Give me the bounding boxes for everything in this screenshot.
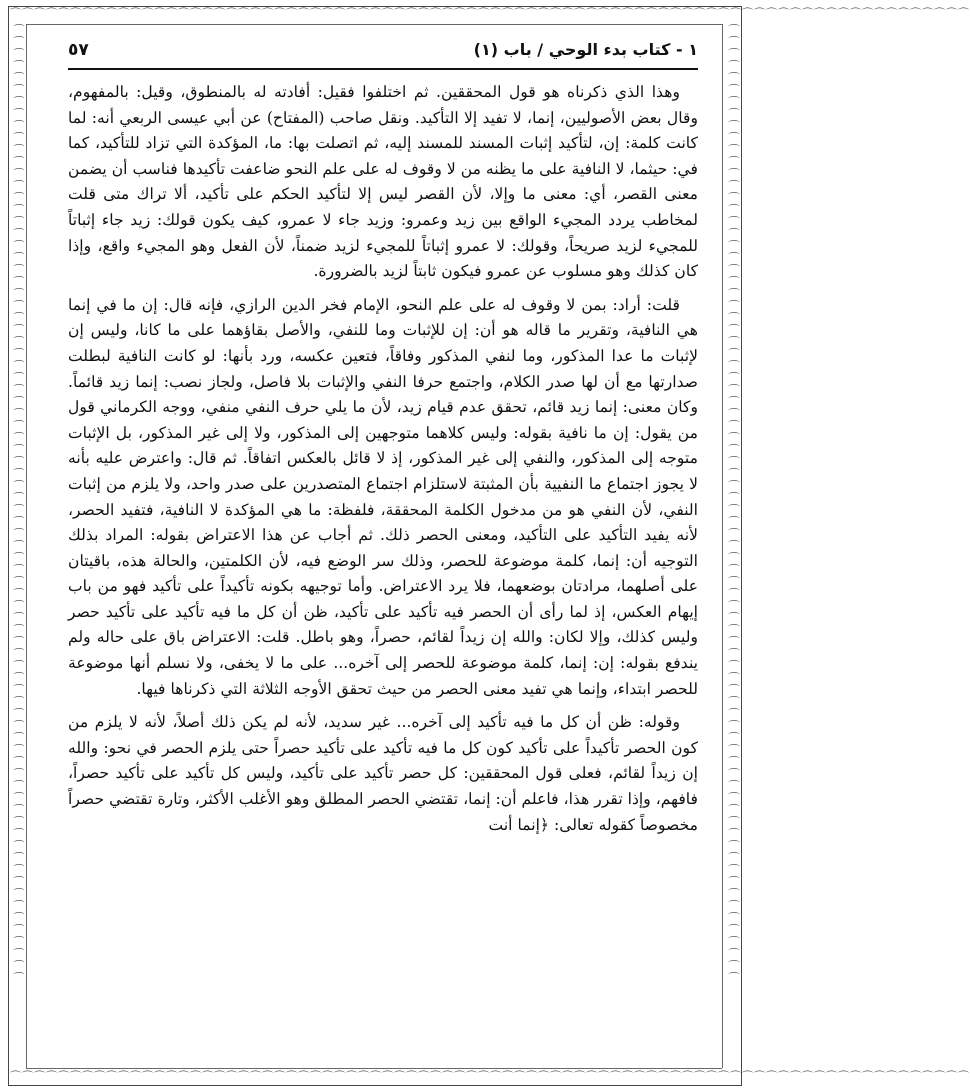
running-header xyxy=(68,36,698,68)
bottom-ornament-border: ⌒⌒⌒⌒⌒⌒⌒⌒⌒⌒⌒⌒⌒⌒⌒⌒⌒⌒⌒⌒⌒⌒⌒⌒⌒⌒⌒⌒⌒⌒⌒⌒⌒⌒⌒⌒⌒⌒⌒⌒⌒⌒⌒⌒⌒⌒⌒⌒⌒⌒⌒⌒⌒⌒⌒⌒⌒⌒⌒⌒⌒⌒⌒⌒⌒⌒⌒⌒⌒⌒⌒⌒⌒⌒⌒⌒⌒⌒⌒⌒ xyxy=(10,1070,970,1083)
inner-frame-left xyxy=(26,24,27,1068)
header-divider xyxy=(68,68,698,70)
top-ornament-border: ⌒⌒⌒⌒⌒⌒⌒⌒⌒⌒⌒⌒⌒⌒⌒⌒⌒⌒⌒⌒⌒⌒⌒⌒⌒⌒⌒⌒⌒⌒⌒⌒⌒⌒⌒⌒⌒⌒⌒⌒⌒⌒⌒⌒⌒⌒⌒⌒⌒⌒⌒⌒⌒⌒⌒⌒⌒⌒⌒⌒⌒⌒⌒⌒⌒⌒⌒⌒⌒⌒⌒⌒⌒⌒⌒⌒⌒⌒⌒⌒ xyxy=(10,7,970,20)
inner-frame-top xyxy=(26,24,722,25)
right-ornament-border: ⌒⌒⌒⌒⌒⌒⌒⌒⌒⌒⌒⌒⌒⌒⌒⌒⌒⌒⌒⌒⌒⌒⌒⌒⌒⌒⌒⌒⌒⌒⌒⌒⌒⌒⌒⌒⌒⌒⌒⌒⌒⌒⌒⌒⌒⌒⌒⌒⌒⌒⌒⌒⌒⌒⌒⌒⌒⌒⌒⌒⌒⌒⌒⌒⌒⌒⌒⌒⌒⌒⌒⌒⌒⌒⌒⌒⌒⌒⌒⌒ xyxy=(727,24,740,984)
page-number: ٥٧ xyxy=(68,40,89,60)
page-body xyxy=(68,80,698,1060)
paragraph-1: وهذا الذي ذكرناه هو قول المحققين. ثم اختلفوا فقيل: أفادته له بالمنطوق، وقيل: بالمفهوم، وقال بعض الأصوليين، إنما، لا تفيد إلا التأكيد. ونقل صاحب (المفتاح) عن أبي عيسى الربعي أنه: لما كانت كلمة: إن، لتأكيد إثبات المسند للمسند إليه، ثم اتصلت بها: ما، المؤكدة التي تزاد للتأكيد، كما في: حيثما، لا النافية على ما يظنه من لا وقوف له على علم النحو ضاعفت تأكيدها فناسب أن يضمن معنى القصر، أي: معنى ما وإلا، لأن القصر ليس إلا لتأكيد الحكم على تأكيد، ألا تراك متى قلت لمخاطب يردد المجيء الواقع بين زيد وعمرو: وزيد جاء لا عمرو، كيف يكون قولك: زيد جاء إثباتاً للمجيء لزيد صريحاً، وقولك: لا عمرو إثباتاً للمجيء لزيد ضمناً، لأن الفعل وهو المجيء واقع، وإذا كان كذلك وهو مسلوب عن عمرو فيكون ثابتاً لزيد بالضرورة. xyxy=(68,83,698,281)
inner-frame-right xyxy=(722,24,723,1068)
inner-frame-bottom xyxy=(26,1068,722,1069)
paragraph-3: وقوله: ظن أن كل ما فيه تأكيد إلى آخره... غير سديد، لأنه لم يكن ذلك أصلاً، لأنه لا يلزم من كون الحصر تأكيداً على تأكيد كون كل ما فيه تأكيد على تأكيد حصراً حتى يلزم الحصر في نحو: والله إن زيداً لقائم، فعلى قول المحققين: كل حصر تأكيد على تأكيد، وليس كل تأكيد على تأكيد حصراً، فافهم، وإذا تقرر هذا، فاعلم أن: إنما، تقتضي الحصر المطلق وهو الأغلب الأكثر، وتارة تقتضي حصراً مخصوصاً كقوله تعالى: ﴿إنما أنت xyxy=(68,713,698,834)
paragraph-2: قلت: أراد: بمن لا وقوف له على علم النحو، الإمام فخر الدين الرازي، فإنه قال: إن ما في إنما هي النافية، وتقرير ما قاله هو أن: إن للإثبات وما للنفي، والأصل بقاؤهما على ما كانا، وليس إن لإثبات ما عدا المذكور، وما لنفي المذكور وفاقاً، فتعين عكسه، ورد بأنها: لو كانت النافية لبطلت صدارتها مع أن لها صدر الكلام، واجتمع حرفا النفي والإثبات بلا فاصل، ولجاز نصب: إنما زيد قائماً. وكان معنى: إنما زيد قائم، تحقق عدم قيام زيد، لأن ما يلي حرف النفي منفي، ووجه الكرماني قول من يقول: إن ما نافية بقوله: وليس كلاهما متوجهين إلى المذكور، ولا إلى غير المذكور، بل الإثبات متوجه إلى المذكور، والنفي إلى غير المذكور، إذ لا قائل بالعكس اتفاقاً. ثم قال: واعترض عليه بأنه لا يجوز اجتماع ما النفيية بأن المثبتة لاستلزام اجتماع المتصدرين على صدر واحد، ولا يلزم من إثبات النفي، لأن النفي هو من مدخول الكلمة المحققة، فلفظة: ما هي المؤكدة لا النافية، فتفيد الحصر، لأنه يفيد التأكيد على التأكيد، ومعنى الحصر ذلك. ثم أجاب عن هذا الاعتراض بقوله: المراد بذلك التوجيه أن: إنما، كلمة موضوعة للحصر، وذلك سر الوضع فيه، لأن الكلمتين، والحالة هذه، باقيتان على أصلهما، مرادتان بوضعهما، فلا يرد الاعتراض. وأما توجيهه بكونه تأكيداً على تأكيد فهو من باب إيهام العكس، إذ لما رأى أن الحصر فيه تأكيد على تأكيد، ظن أن كل ما فيه تأكيد على تأكيد حصر وليس كذلك، وإلا لكان: والله إن زيداً لقائم، حصراً، وهو باطل. قلت: الاعتراض باق على حاله ولم يندفع بقوله: إن: إنما، كلمة موضوعة للحصر إلى آخره... على ما لا يخفى، ولا نسلم أنها موضوعة للحصر ابتداء، وإنما هي تفيد معنى الحصر من حيث تحقق الأوجه الثلاثة التي ذكرناها فيها. xyxy=(68,295,699,698)
chapter-title: ١ - كتاب بدء الوحي / باب (١) xyxy=(473,40,698,59)
left-ornament-border: ⌒⌒⌒⌒⌒⌒⌒⌒⌒⌒⌒⌒⌒⌒⌒⌒⌒⌒⌒⌒⌒⌒⌒⌒⌒⌒⌒⌒⌒⌒⌒⌒⌒⌒⌒⌒⌒⌒⌒⌒⌒⌒⌒⌒⌒⌒⌒⌒⌒⌒⌒⌒⌒⌒⌒⌒⌒⌒⌒⌒⌒⌒⌒⌒⌒⌒⌒⌒⌒⌒⌒⌒⌒⌒⌒⌒⌒⌒⌒⌒ xyxy=(12,24,25,984)
